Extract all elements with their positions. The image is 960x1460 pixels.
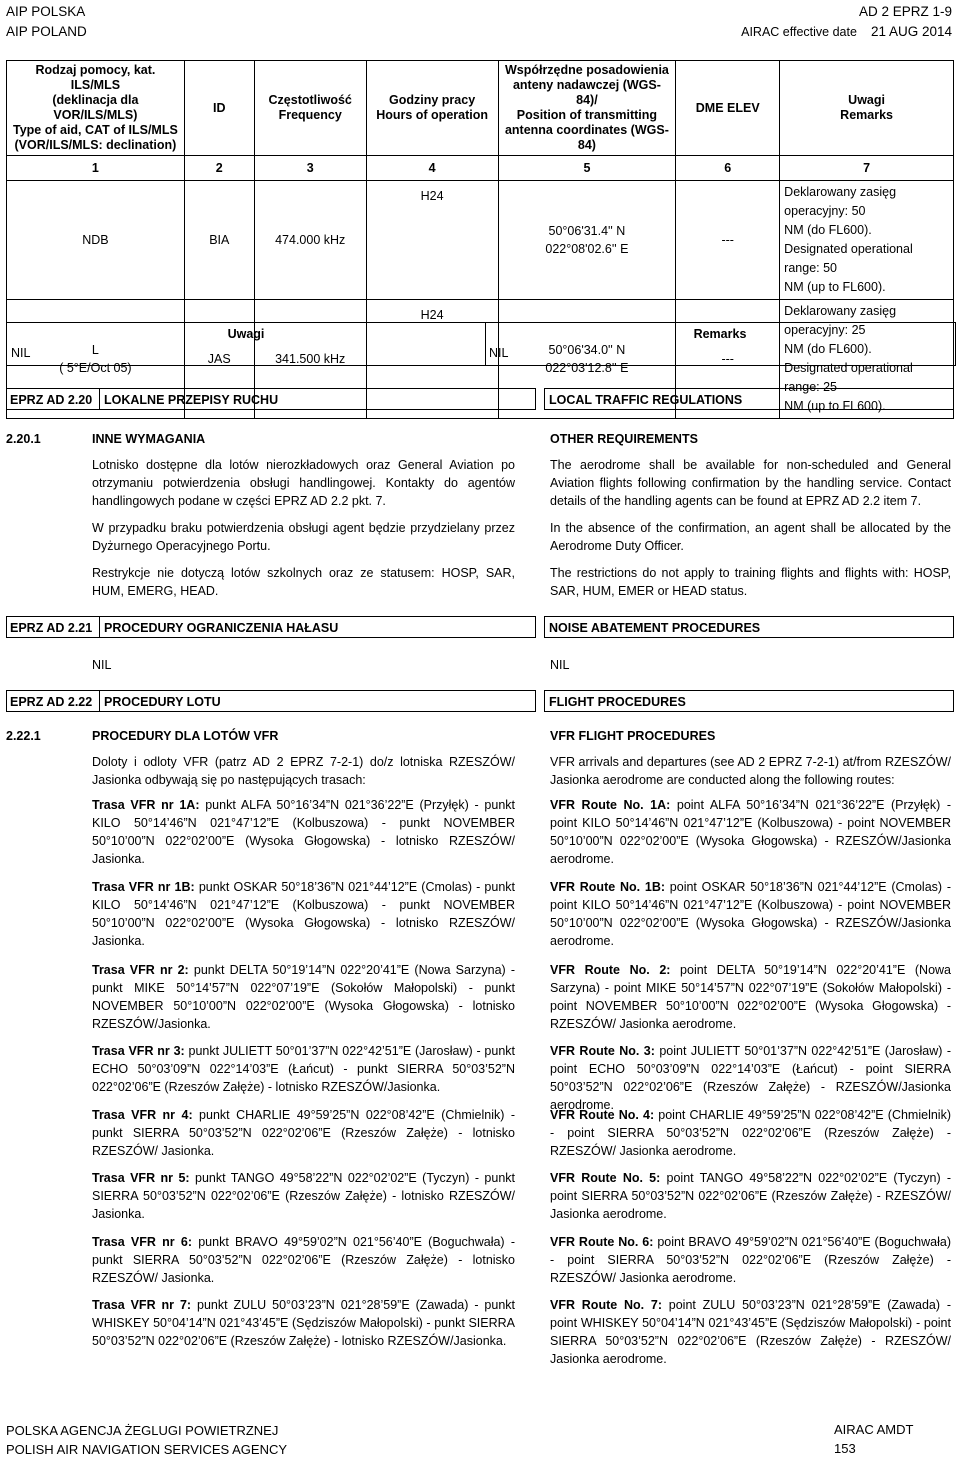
header-right [741, 2, 952, 42]
route-text: point DELTA 50°19’14”N 022°20’41”E (Nowa Sarzyna) - point MIKE 50°14’57”N 022°07’19”E (Sokołów Małopolski) - point NOVEMBER 50°10’00”N 022°02’00”E (Wysoka Głogowska) - RZESZÓW/ Jasionka aerodrome. [550, 963, 951, 1031]
footer-agency [6, 1421, 287, 1459]
section-value-en: NIL [550, 658, 570, 672]
route-en [550, 1233, 951, 1287]
footer-agency-en: POLISH AIR NAVIGATION SERVICES AGENCY [6, 1442, 288, 1457]
header-aip-poland: AIP POLAND [6, 24, 87, 39]
frequency-cell: 474.000 kHz [254, 181, 366, 300]
column-header [498, 61, 676, 156]
route-en [550, 1169, 951, 1223]
section-2-22-bar [6, 690, 954, 714]
route-text: point OSKAR 50°18’36”N 021°44’12”E (Cmolas) - point KILO 50°14’46”N 021°47’12”E (Kolbuszowa) - point NOVEMBER 50°10’00”N 022°02’00”E (Wysoka Głogowska) - RZESZÓW/Jasionka aerodrome. [550, 880, 951, 948]
route-text: punkt DELTA 50°19’14”N 022°20’41”E (Nowa Sarzyna) - punkt MIKE 50°14’57”N 022°07’19”E (Sokołów Małopolski) - punkt NOVEMBER 50°10’00”N 022°02’00”E (Wysoka Głogowska) - lotnisko RZESZÓW/Jasionka. [92, 963, 515, 1031]
section-title-pl: LOKALNE PRZEPISY RUCHU [100, 388, 536, 410]
column-header [676, 61, 780, 156]
subsection-title-pl: INNE WYMAGANIA [92, 432, 206, 446]
route-text: point ZULU 50°03’23”N 021°28’59”E (Zawada) - point WHISKEY 50°04’14”N 021°43’45”E (Sędziszów Małopolski) - point SIERRA 50°03’52”N 022°02’06”E (Rzeszów Załęże) - RZESZÓW/ Jasionka aerodrome. [550, 1298, 951, 1366]
footer-agency-pl: POLSKA AGENCJA ŻEGLUGI POWIETRZNEJ [6, 1423, 279, 1438]
route-label: VFR Route No. 1A: [550, 798, 671, 812]
effective-label: AIRAC effective date [741, 25, 857, 39]
remarks-value-en: NIL [489, 346, 509, 360]
remark-line: NM (up to FL600). [784, 280, 886, 295]
route-en [550, 878, 951, 950]
route-label: VFR Route No. 6: [550, 1235, 654, 1249]
section-title-pl: PROCEDURY OGRANICZENIA HAŁASU [100, 616, 536, 638]
coordinate-line: 50°06'31.4'' N [548, 224, 626, 238]
column-header [780, 61, 954, 156]
remark-line: NM (do FL600). [784, 342, 872, 357]
remark-line: NM (up to FL600). [784, 399, 886, 414]
hours-cell: H24 [366, 181, 498, 300]
section-code: EPRZ AD 2.21 [6, 616, 100, 638]
column-header [254, 61, 366, 156]
column-header-line: Uwagi [848, 93, 885, 107]
route-label: Trasa VFR nr 5: [92, 1171, 190, 1185]
subsection-number: 2.22.1 [6, 729, 41, 743]
route-label: VFR Route No. 2: [550, 963, 671, 977]
route-text: punkt JULIETT 50°01’37”N 022°42’51”E (Jarosław) - punkt ECHO 50°03’09”N 022°14’03”E (Łańcut) - punkt SIERRA 50°03’52”N 022°02’06”E (Rzeszów Załęże) - lotnisko RZESZÓW/Jasionka. [92, 1044, 516, 1094]
table-row [7, 181, 954, 300]
remark-line: Deklarowany zasięg operacyjny: 25 [784, 304, 897, 338]
route-pl [92, 1296, 515, 1350]
column-number: 7 [780, 156, 954, 181]
route-label: Trasa VFR nr 1B: [92, 880, 195, 894]
column-number: 1 [7, 156, 185, 181]
column-number: 3 [254, 156, 366, 181]
column-header-line: Hours of operation [376, 108, 488, 122]
column-number: 5 [498, 156, 676, 181]
column-header-line: anteny nadawczej (WGS-84)/ [512, 78, 661, 107]
section-code: EPRZ AD 2.20 [6, 388, 100, 410]
remark-line: NM (do FL600). [784, 223, 872, 238]
section-2-20-bar [6, 388, 954, 412]
section-title-en: FLIGHT PROCEDURES [544, 690, 954, 712]
section-title-pl: PROCEDURY LOTU [100, 690, 536, 712]
subsection-number: 2.20.1 [6, 432, 41, 446]
route-text: punkt OSKAR 50°18’36”N 021°44’12”E (Cmolas) - punkt KILO 50°14’46”N 021°47’12”E (Kolbuszowa) - punkt NOVEMBER 50°10’00”N 022°02’00”E (Wysoka Głogowska) - lotnisko RZESZÓW/ Jasionka. [92, 880, 515, 948]
section-title-en: NOISE ABATEMENT PROCEDURES [544, 616, 954, 638]
route-pl [92, 1106, 515, 1160]
header-left [6, 2, 87, 42]
remarks-box [6, 322, 956, 366]
route-pl [92, 1042, 515, 1096]
route-pl [92, 878, 515, 950]
column-header-line: Position of transmitting [516, 108, 658, 122]
intro-en: VFR arrivals and departures (see AD 2 EPRZ 7-2-1) at/from RZESZÓW/ Jasionka aerodrome are conducted along the following routes: [550, 755, 951, 787]
route-label: Trasa VFR nr 7: [92, 1298, 192, 1312]
route-text: punkt BRAVO 49°59’02”N 021°56’40”E (Boguchwała) - punkt SIERRA 50°03’52”N 022°02’06”E (Rzeszów Załęże) - lotnisko RZESZÓW/ Jasionka. [92, 1235, 515, 1285]
column-header-line: Remarks [840, 108, 893, 122]
paragraph-en: The restrictions do not apply to training flights and flights with: HOSP, SAR, HUM, EMER or HEAD status. [550, 566, 951, 598]
route-text: point TANGO 49°58’22”N 022°02’02”E (Tyczyn) - point SIERRA 50°03’52”N 022°02’06”E (Rzeszów Załęże) - RZESZÓW/ Jasionka aerodrome. [550, 1171, 951, 1221]
remarks-cell [780, 181, 954, 300]
route-label: VFR Route No. 7: [550, 1298, 662, 1312]
subsection-title-en: VFR FLIGHT PROCEDURES [550, 729, 716, 743]
route-text: punkt CHARLIE 49°59’25”N 022°08’42”E (Chmielnik) - punkt SIERRA 50°03’52”N 022°02’06”E (Rzeszów Załęże) - lotnisko RZESZÓW/ Jasionka. [92, 1108, 515, 1158]
section-2-21-bar [6, 616, 954, 640]
page-code: AD 2 EPRZ 1-9 [858, 4, 952, 19]
route-en [550, 1106, 951, 1160]
header-aip-polska: AIP POLSKA [6, 4, 86, 19]
aid-type-line: ( 5°E/Oct 05) [59, 361, 132, 376]
dme-elev-cell: --- [676, 300, 780, 419]
paragraph-pl: Lotnisko dostępne dla lotów nierozkładowych oraz General Aviation po otrzymaniu potwierdzenia obsługi handlingowej. Kontakty do agentów handlingowych podane w części EPRZ AD 2.2 pkt. 7. [92, 458, 515, 508]
column-header-line: antenna coordinates (WGS-84) [504, 123, 669, 152]
section-value-pl: NIL [92, 658, 112, 672]
remarks-heading-en: Remarks [693, 327, 747, 341]
aid-type-cell [7, 181, 185, 300]
route-text: point BRAVO 49°59’02”N 021°56’40”E (Boguchwała) - point SIERRA 50°03’52”N 022°02’06”E (Rzeszów Załęże) - RZESZÓW/ Jasionka aerodrome. [550, 1235, 951, 1285]
coordinate-line: 022°08'02.6'' E [545, 242, 629, 257]
route-text: punkt ALFA 50°16’34”N 021°36’22”E (Przyłęk) - punkt KILO 50°14’46”N 021°47’12”E (Kolbuszowa) - punkt NOVEMBER 50°10’00”N 022°02’00”E (Wysoka Głogowska) - lotnisko RZESZÓW/ Jasionka. [92, 798, 515, 866]
column-number: 2 [184, 156, 254, 181]
remark-line: Designated operational range: 25 [784, 361, 913, 395]
route-en [550, 796, 951, 868]
frequency-cell: 341.500 kHz [254, 300, 366, 419]
column-header [184, 61, 254, 156]
column-header-line: Częstotliwość [268, 93, 352, 107]
subsection-title-en: OTHER REQUIREMENTS [550, 432, 698, 446]
aid-id-cell: JAS [184, 300, 254, 419]
intro-pl: Doloty i odloty VFR (patrz AD 2 EPRZ 7-2-1) do/z lotniska RZESZÓW/ Jasionka odbywają się po następujących trasach: [92, 755, 515, 787]
column-header [366, 61, 498, 156]
paragraph-pl: Restrykcje nie dotyczą lotów szkolnych oraz ze statusem: HOSP, SAR, HUM, EMERG, HEAD. [92, 566, 515, 598]
paragraph-en: The aerodrome shall be available for non-scheduled and General Aviation flights following confirmation by the handling service. Contact details of the handling agents can be found at EPRZ AD 2.2 item 7. [550, 458, 951, 508]
column-header-line: ID [213, 100, 226, 115]
table-column-numbers [7, 156, 954, 181]
column-header-line: (VOR/ILS/MLS: declination) [14, 138, 177, 152]
route-text: point ALFA 50°16’34”N 021°36’22”E (Przyłęk) - point KILO 50°14’46”N 021°47’12”E (Kolbuszowa) - point NOVEMBER 50°10’00”N 022°02’00”E (Wysoka Głogowska) - RZESZÓW/Jasionka aerodrome. [550, 798, 951, 866]
route-label: Trasa VFR nr 1A: [92, 798, 200, 812]
column-header-line: Rodzaj pomocy, kat. ILS/MLS [35, 63, 156, 92]
table-header-row [7, 61, 954, 156]
column-header-line: Współrzędne posadowienia [504, 63, 669, 77]
column-header-line: Godziny pracy [389, 93, 476, 107]
route-text: punkt TANGO 49°58’22”N 022°02’02”E (Tyczyn) - punkt SIERRA 50°03’52”N 022°02’06”E (Rzeszów Załęże) - lotnisko RZESZÓW/ Jasionka. [92, 1171, 515, 1221]
column-number: 4 [366, 156, 498, 181]
route-label: Trasa VFR nr 6: [92, 1235, 192, 1249]
section-code: EPRZ AD 2.22 [6, 690, 100, 712]
footer-amdt-number: 153 [834, 1440, 856, 1456]
route-pl [92, 1169, 515, 1223]
route-label: VFR Route No. 3: [550, 1044, 655, 1058]
route-pl [92, 796, 515, 868]
route-en [550, 961, 951, 1033]
route-en [550, 1042, 951, 1114]
column-header [7, 61, 185, 156]
remark-line: Deklarowany zasięg operacyjny: 50 [784, 185, 897, 219]
route-label: Trasa VFR nr 3: [92, 1044, 185, 1058]
route-label: VFR Route No. 4: [550, 1108, 655, 1122]
dme-elev-cell: --- [676, 181, 780, 300]
coordinate-line: 50°06'34.0'' N [548, 343, 626, 357]
coordinate-line: 022°03'12.8'' E [545, 361, 629, 376]
subsection-title-pl: PROCEDURY DLA LOTÓW VFR [92, 729, 279, 743]
paragraph-en: In the absence of the confirmation, an agent shall be allocated by the Aerodrome Duty Officer. [550, 521, 951, 553]
remarks-value-pl: NIL [11, 346, 31, 360]
effective-date-line [741, 22, 952, 42]
effective-date: 21 AUG 2014 [870, 24, 952, 39]
route-pl [92, 961, 515, 1033]
section-title-en: LOCAL TRAFFIC REGULATIONS [544, 388, 954, 410]
route-text: punkt ZULU 50°03’23”N 021°28’59”E (Zawada) - punkt WHISKEY 50°04’14”N 021°43’45”E (Sędziszów Małopolski) - punkt SIERRA 50°03’52”N 022°02’06”E (Rzeszów Załęże) - lotnisko RZESZÓW/Jasionka. [92, 1298, 516, 1348]
footer-amdt-label: AIRAC AMDT [834, 1422, 914, 1437]
route-label: VFR Route No. 1B: [550, 880, 666, 894]
route-text: point CHARLIE 49°59’25”N 022°08’42”E (Chmielnik) - point SIERRA 50°03’52”N 022°02’06”E (Rzeszów Załęże) - RZESZÓW/ Jasionka aerodrome. [550, 1108, 951, 1158]
aid-type-line: L [91, 343, 99, 357]
paragraph-pl: W przypadku braku potwierdzenia obsługi agent będzie przydzielany przez Dyżurnego Operacyjnego Portu. [92, 521, 515, 553]
remarks-heading-pl: Uwagi [227, 327, 265, 341]
route-en [550, 1296, 951, 1368]
remark-line: Designated operational range: 50 [784, 242, 913, 276]
column-header-line: (deklinacja dla VOR/ILS/MLS) [52, 93, 139, 122]
route-label: Trasa VFR nr 4: [92, 1108, 193, 1122]
column-header-line: Type of aid, CAT of ILS/MLS [13, 123, 178, 137]
coordinates-cell [498, 181, 676, 300]
route-text: point JULIETT 50°01’37”N 022°42’51”E (Jarosław) - point ECHO 50°03’09”N 022°14’03”E (Łańcut) - point SIERRA 50°03’52”N 022°02’06”E (Rzeszów Załęże) - RZESZÓW/Jasionka aerodrome. [550, 1044, 951, 1112]
column-header-line: Frequency [278, 108, 342, 122]
route-label: Trasa VFR nr 2: [92, 963, 189, 977]
hours-cell: H24 [366, 300, 498, 419]
column-header-line: DME ELEV [695, 100, 760, 115]
route-label: VFR Route No. 5: [550, 1171, 661, 1185]
column-number: 6 [676, 156, 780, 181]
aid-type-line: NDB [82, 233, 109, 248]
footer-amdt [834, 1421, 960, 1459]
route-pl [92, 1233, 515, 1287]
aid-id-cell: BIA [184, 181, 254, 300]
